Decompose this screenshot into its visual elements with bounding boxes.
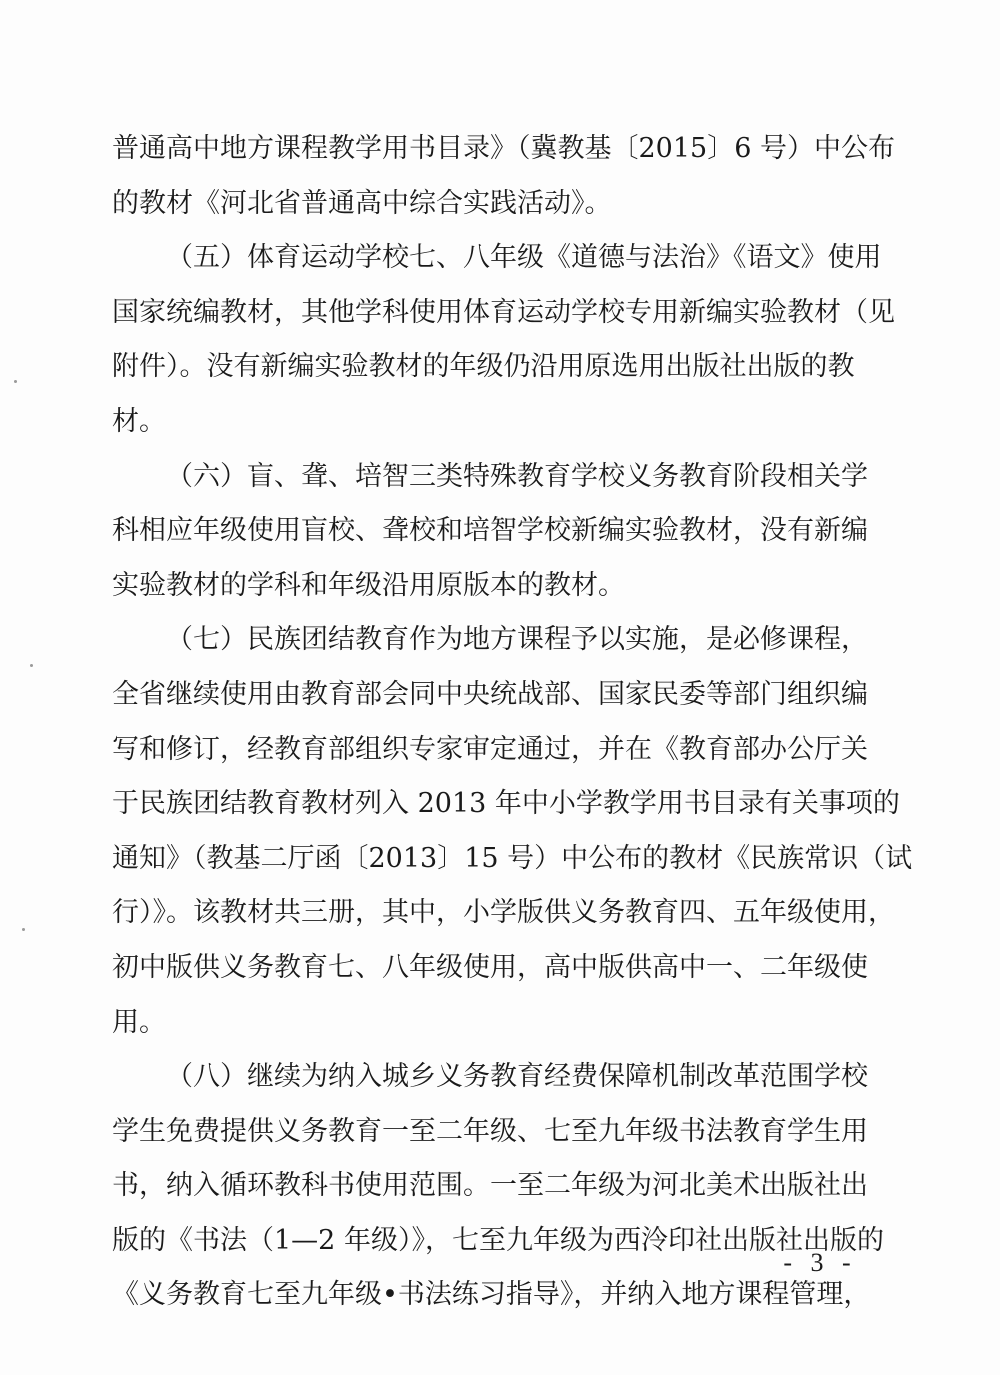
scan-speck (14, 380, 17, 383)
text-line: 普通高中地方课程教学用书目录》（冀教基〔2015〕6 号）中公布 (112, 133, 895, 164)
text-line: 初中版供义务教育七、八年级使用，高中版供高中一、二年级使 (112, 951, 868, 983)
text-line: 全省继续使用由教育部会同中央统战部、国家民委等部门组织编 (112, 678, 868, 710)
text-line: 国家统编教材，其他学科使用体育运动学校专用新编实验教材（见 (112, 296, 895, 328)
text-line: 材。 (112, 405, 166, 437)
text-line: 写和修订，经教育部组织专家审定通过，并在《教育部办公厅关 (112, 733, 868, 765)
text-line: （七）民族团结教育作为地方课程予以实施，是必修课程， (166, 624, 868, 656)
text-line: 科相应年级使用盲校、聋校和培智学校新编实验教材，没有新编 (112, 515, 868, 547)
text-line: 行）》。该教材共三册，其中，小学版供义务教育四、五年级使用， (112, 897, 895, 929)
page-number: - 3 - (783, 1248, 857, 1277)
text-line: 用。 (112, 1006, 166, 1038)
text-line: 的教材《河北省普通高中综合实践活动》。 (112, 187, 612, 219)
text-line: （八）继续为纳入城乡义务教育经费保障机制改革范围学校 (166, 1061, 868, 1093)
text-line: 《义务教育七至九年级•书法练习指导》，并纳入地方课程管理， (112, 1279, 871, 1311)
scan-speck (22, 928, 25, 931)
text-line: 学生免费提供义务教育一至二年级、七至九年级书法教育学生用 (112, 1115, 868, 1147)
body-text (112, 122, 913, 1323)
scan-speck (30, 664, 33, 667)
text-line: 版的《书法（1—2 年级）》，七至九年级为西泠印社出版社出版的 (112, 1224, 884, 1256)
text-line: 附件）。没有新编实验教材的年级仍沿用原选用出版社出版的教 (112, 351, 855, 383)
text-line: 书，纳入循环教科书使用范围。一至二年级为河北美术出版社出 (112, 1170, 868, 1202)
text-line: 于民族团结教育教材列入 2013 年中小学教学用书目录有关事项的 (112, 788, 900, 820)
text-line: （五）体育运动学校七、八年级《道德与法治》《语文》使用 (166, 242, 882, 274)
text-line: （六）盲、聋、培智三类特殊教育学校义务教育阶段相关学 (166, 460, 868, 492)
text-line: 实验教材的学科和年级沿用原版本的教材。 (112, 569, 625, 601)
text-line: 通知》（教基二厅函〔2013〕15 号）中公布的教材《民族常识（试 (112, 842, 913, 874)
